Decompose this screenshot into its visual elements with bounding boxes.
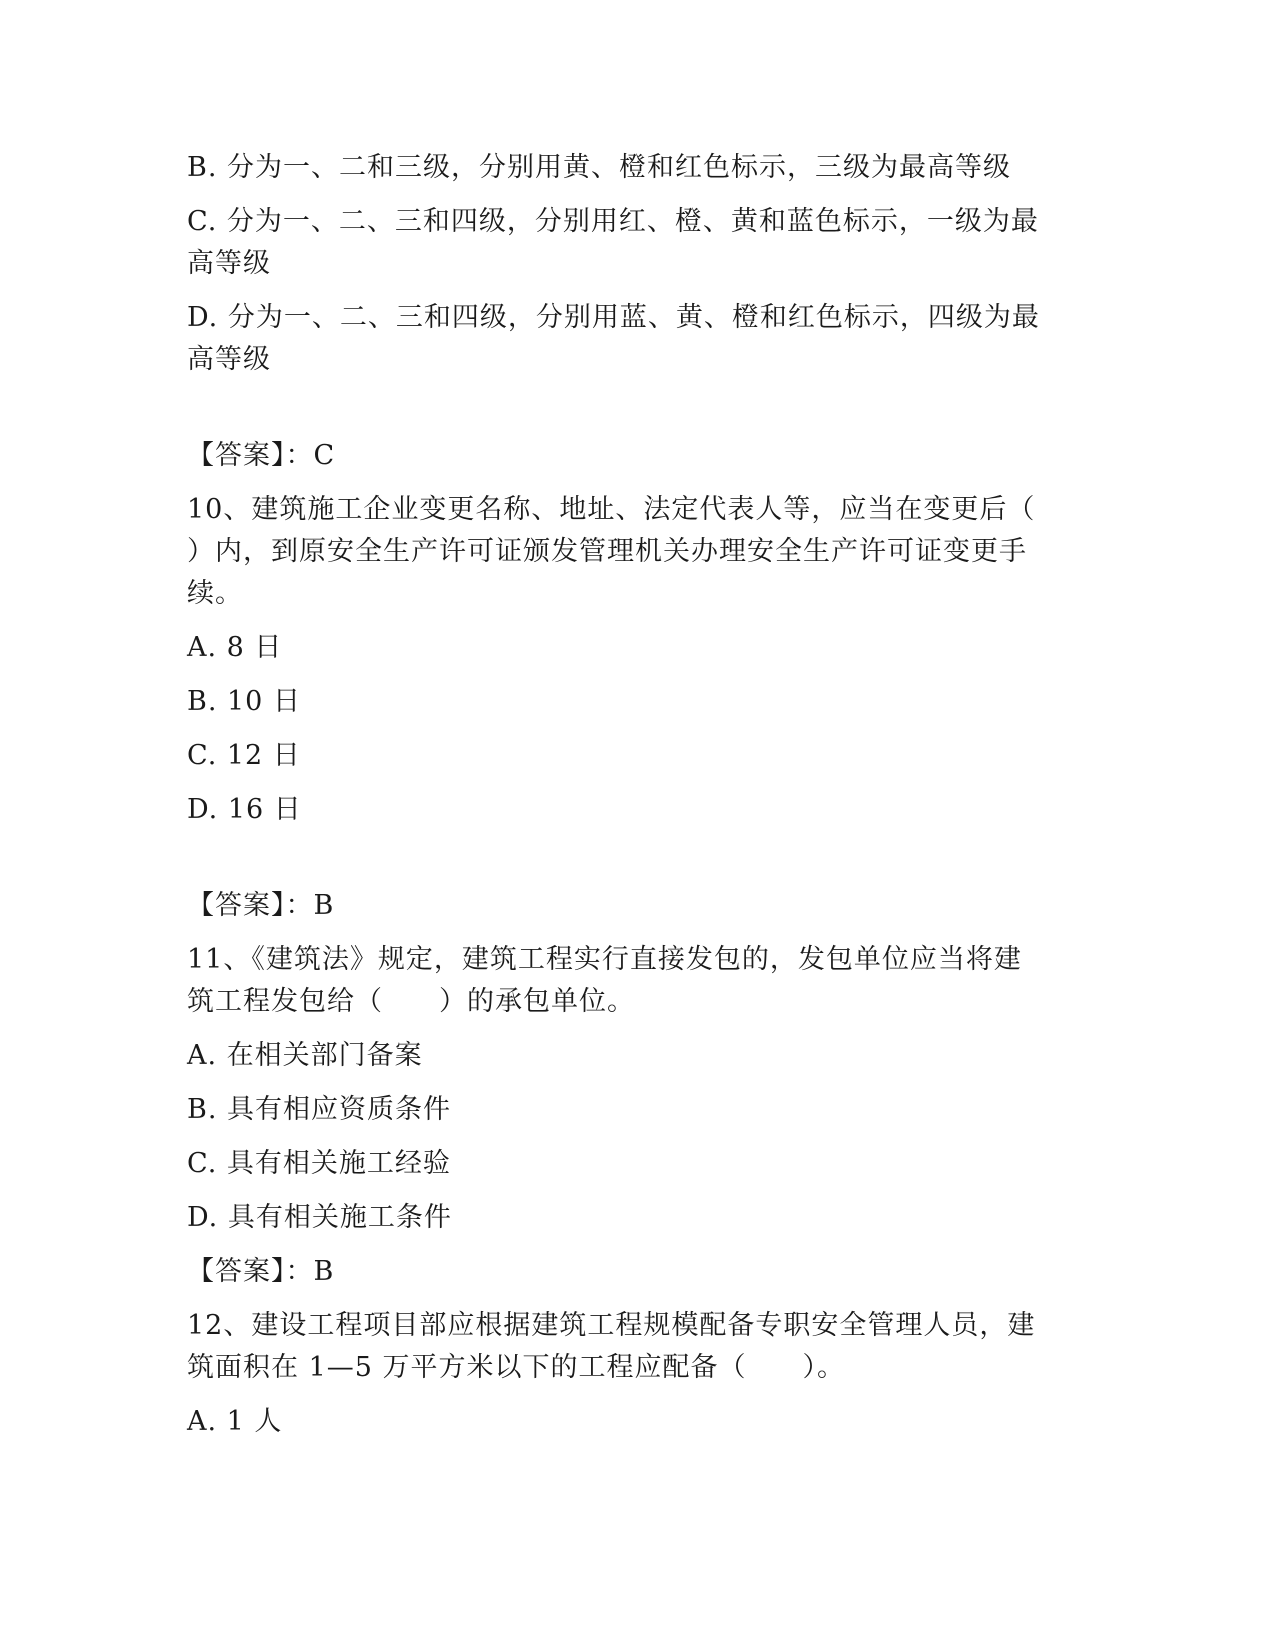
q9-option-c-line1: C. 分为一、二、三和四级，分别用红、橙、黄和蓝色标示，一级为最 (187, 206, 1039, 237)
q10-option-c: C. 12 日 (187, 740, 301, 771)
q10-stem-line1: 10、建筑施工企业变更名称、地址、法定代表人等，应当在变更后（ (187, 494, 1036, 525)
q12-option-a: A. 1 人 (187, 1406, 283, 1437)
q10-option-d: D. 16 日 (187, 794, 302, 825)
q10-stem-line2: ）内，到原安全生产许可证颁发管理机关办理安全生产许可证变更手 (187, 536, 1027, 567)
q12-stem-line1: 12、建设工程项目部应根据建筑工程规模配备专职安全管理人员，建 (187, 1310, 1036, 1341)
q9-option-b: B. 分为一、二和三级，分别用黄、橙和红色标示，三级为最高等级 (187, 152, 1012, 183)
q11-option-c: C. 具有相关施工经验 (187, 1148, 451, 1179)
q10-option-a: A. 8 日 (187, 632, 283, 663)
q11-stem-line2: 筑工程发包给（ ）的承包单位。 (187, 986, 635, 1017)
q9-answer: 【答案】：C (187, 440, 336, 471)
q11-option-d: D. 具有相关施工条件 (187, 1202, 452, 1233)
q12-stem-line2: 筑面积在 1—5 万平方米以下的工程应配备（ ）。 (187, 1352, 846, 1383)
q10-answer: 【答案】：B (187, 890, 335, 921)
q11-option-b: B. 具有相应资质条件 (187, 1094, 452, 1125)
q9-option-c-line2: 高等级 (187, 248, 271, 279)
q11-stem-line1: 11、《建筑法》规定，建筑工程实行直接发包的，发包单位应当将建 (187, 944, 1022, 975)
q10-stem-line3: 续。 (187, 578, 243, 609)
q11-option-a: A. 在相关部门备案 (187, 1040, 423, 1071)
q10-option-b: B. 10 日 (187, 686, 301, 717)
q11-answer: 【答案】：B (187, 1256, 335, 1287)
q9-option-d-line1: D. 分为一、二、三和四级，分别用蓝、黄、橙和红色标示，四级为最 (187, 302, 1040, 333)
q9-option-d-line2: 高等级 (187, 344, 271, 375)
